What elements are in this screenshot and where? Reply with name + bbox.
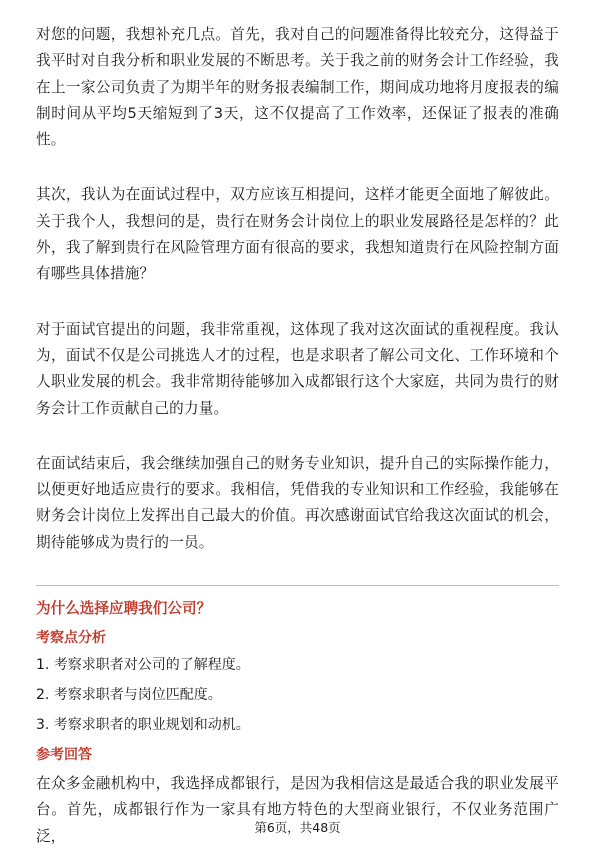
page-number: 第6页，共48页 — [254, 820, 341, 835]
analysis-item-2: 2. 考察求职者与岗位匹配度。 — [36, 687, 222, 704]
question-title: 为什么选择应聘我们公司？ — [36, 600, 212, 618]
analysis-item-1: 1. 考察求职者对公司的了解程度。 — [36, 657, 250, 674]
paragraph-2: 其次，我认为在面试过程中，双方应该互相提问，这样才能更全面地了解彼此。关于我个人，我想问的是，贵行在财务会计岗位上的职业发展路径是怎样的？此外，我了解到贵行在风险管理方面有很高的要求，我想知道贵行在风险控制方面有哪些具体措施？ — [36, 186, 559, 283]
answer-heading: 参考回答 — [36, 747, 92, 764]
paragraph-3: 对于面试官提出的问题，我非常重视，这体现了我对这次面试的重视程度。我认为，面试不仅是公司挑选人才的过程，也是求职者了解公司文化、工作环境和个人职业发展的机会。我非常期待能够加入成都银行这个大家庭，共同为贵行的财务会计工作贡献自己的力量。 — [36, 320, 559, 417]
paragraph-1: 对您的问题，我想补充几点。首先，我对自己的问题准备得比较充分，这得益于我平时对自我分析和职业发展的不断思考。关于我之前的财务会计工作经验，我在上一家公司负责了为期半年的财务报表编制工作，期间成功地将月度报表的编制时间从平均5天缩短到了3天，这不仅提高了工作效率，还保证了报表的准确性。 — [36, 26, 559, 149]
answer-text: 在众多金融机构中，我选择成都银行，是因为我相信这是最适合我的职业发展平台。首先，成都银行作为一家具有地方特色的大型商业银行，不仅业务范围广泛， — [36, 775, 559, 845]
section-divider — [36, 585, 559, 586]
analysis-item-3: 3. 考察求职者的职业规划和动机。 — [36, 717, 250, 734]
page-content — [36, 22, 559, 850]
analysis-heading: 考察点分析 — [36, 630, 106, 647]
paragraph-4: 在面试结束后，我会继续加强自己的财务专业知识，提升自己的实际操作能力，以便更好地适应贵行的要求。我相信，凭借我的专业知识和工作经验，我能够在财务会计岗位上发挥出自己最大的价值。再次感谢面试官给我这次面试的机会，期待能够成为贵行的一员。 — [36, 454, 559, 551]
